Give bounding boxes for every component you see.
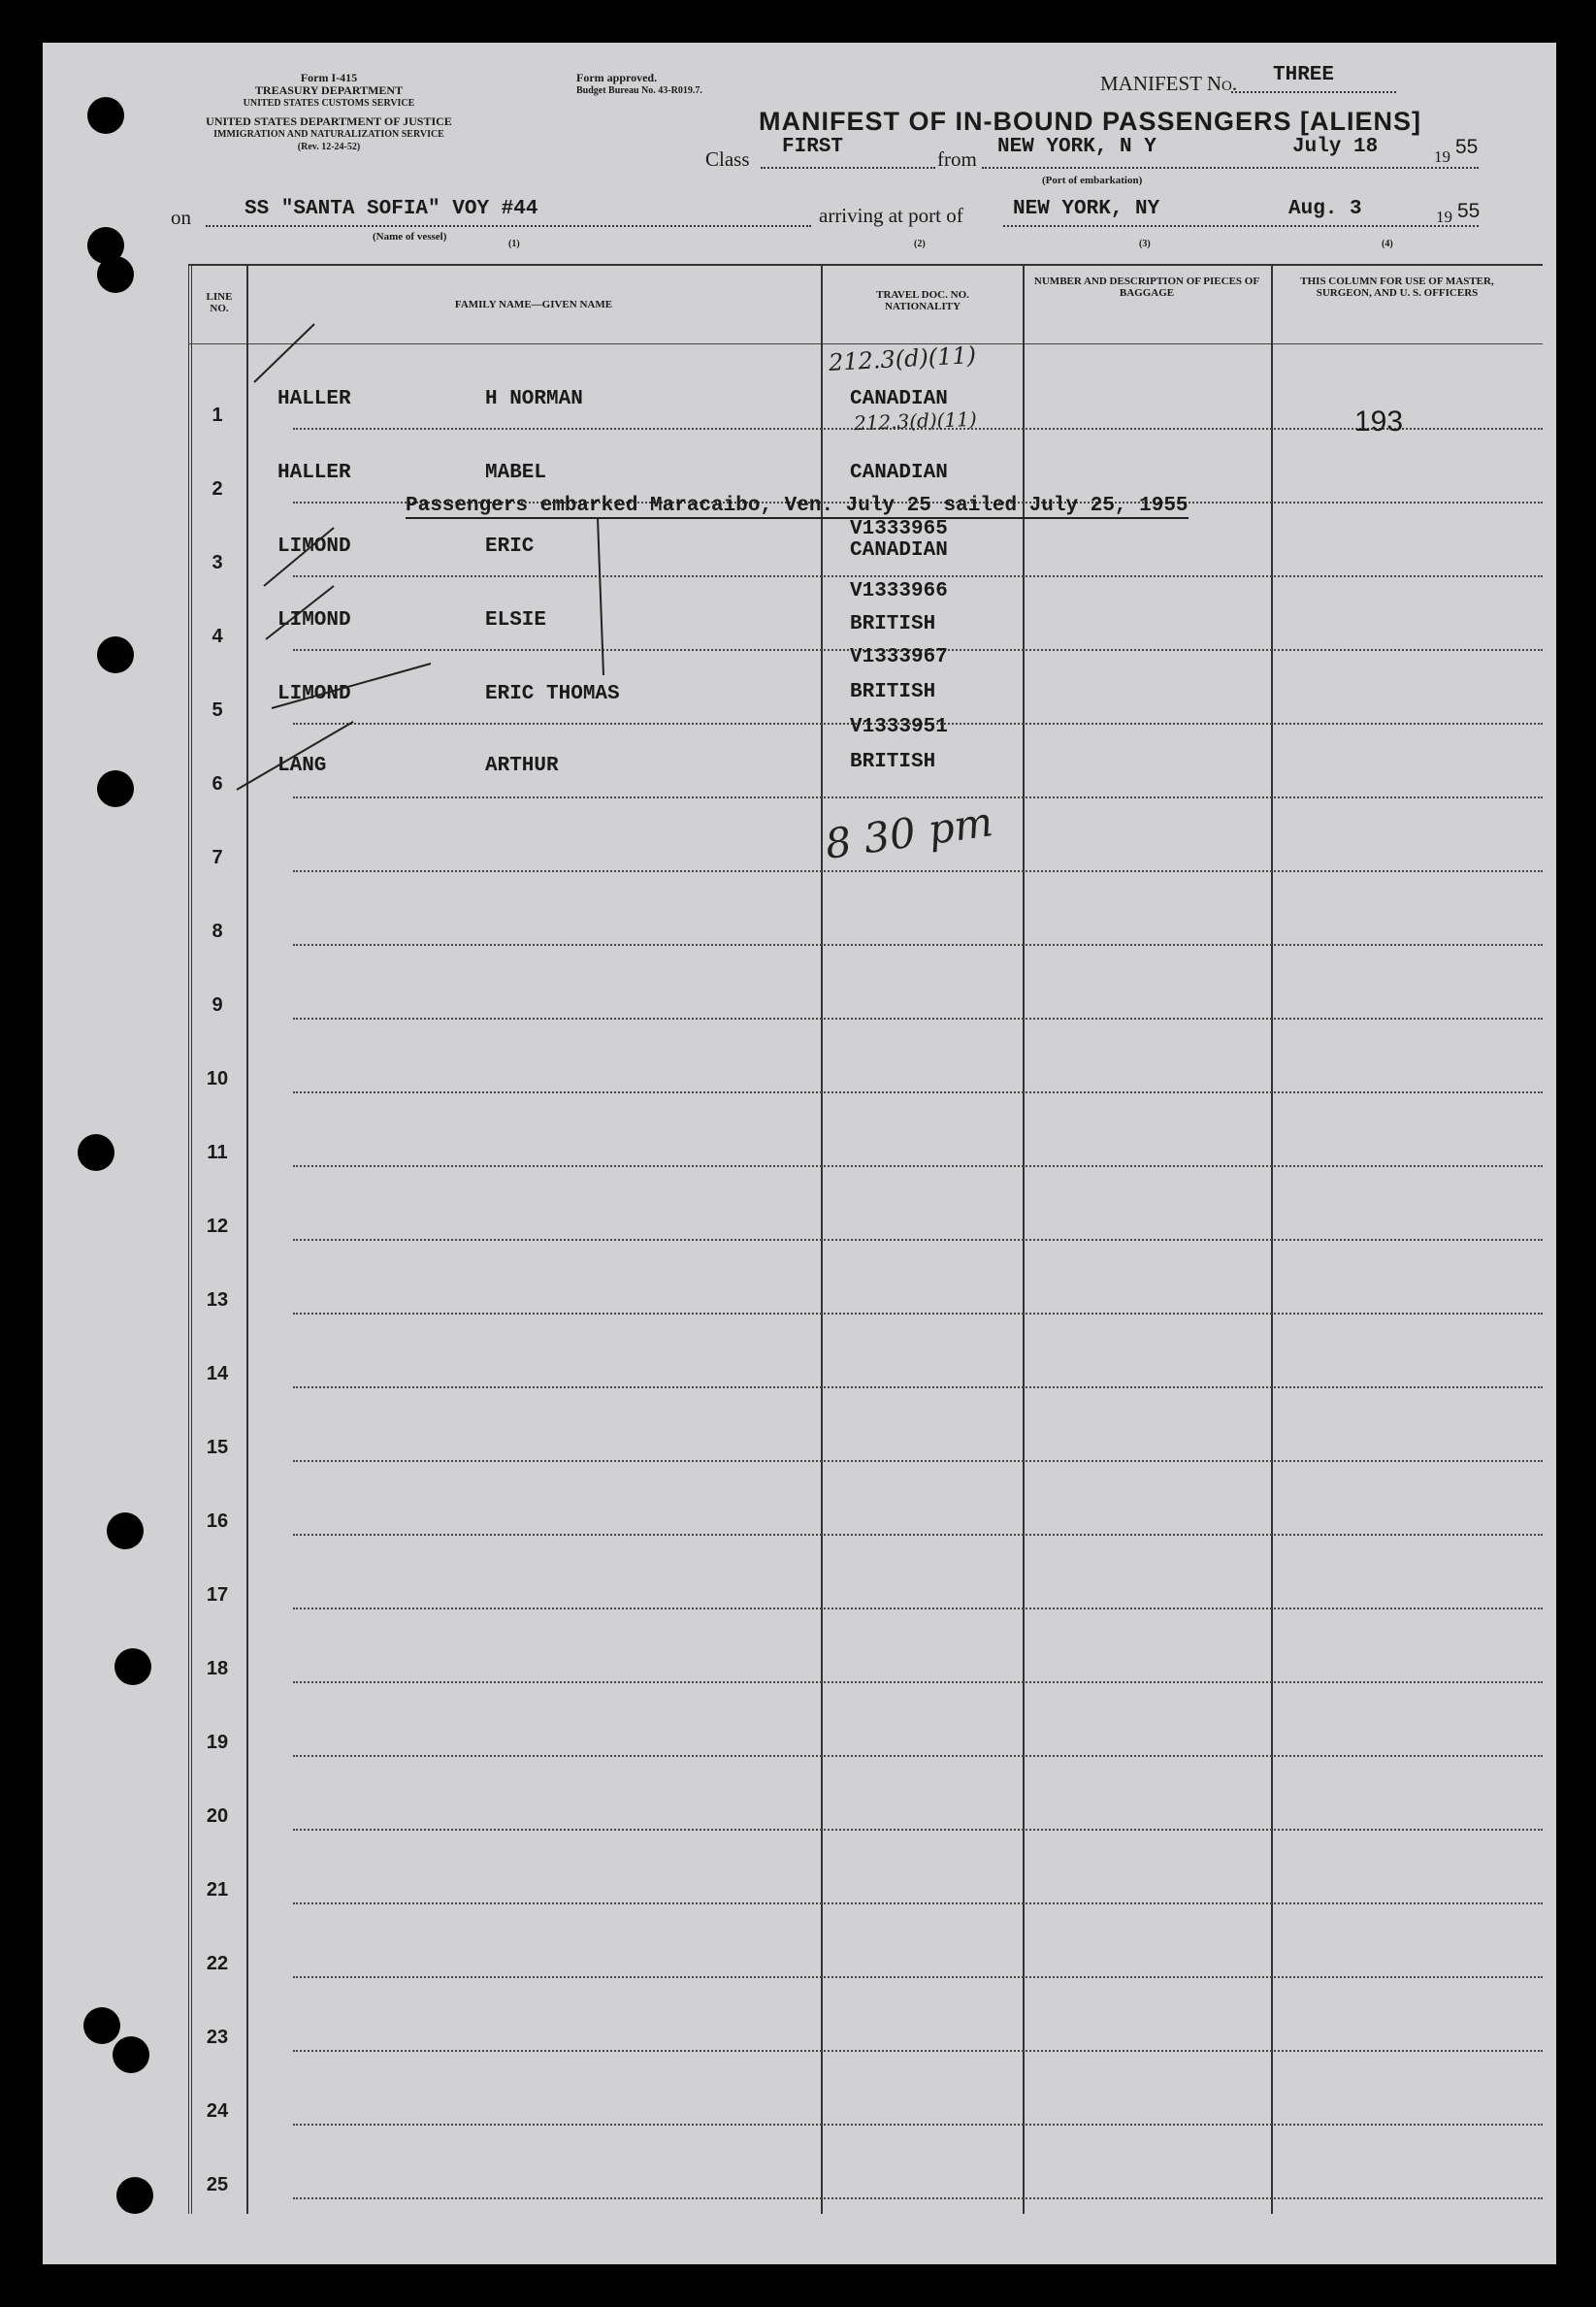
- line-number: 12: [206, 1216, 229, 1237]
- nationality: CANADIAN: [850, 462, 948, 484]
- family-name: LIMOND: [277, 683, 351, 705]
- line-number: 24: [206, 2100, 229, 2122]
- nationality: BRITISH: [850, 751, 936, 773]
- arrival-date: Aug. 3: [1288, 198, 1362, 220]
- class-value: FIRST: [782, 136, 844, 158]
- given-name: MABEL: [485, 462, 547, 484]
- travel-doc-no: V1333967: [850, 646, 948, 668]
- travel-doc-no: V1333951: [850, 716, 948, 738]
- from-label: from: [937, 147, 977, 171]
- line-number: 22: [206, 1953, 229, 1974]
- line-number: 4: [212, 626, 223, 647]
- column-header-name: FAMILY NAME—GIVEN NAME: [454, 299, 613, 310]
- line-number: 5: [212, 699, 223, 721]
- line-number: 11: [207, 1142, 228, 1163]
- family-name: HALLER: [277, 388, 351, 410]
- column-header-baggage: NUMBER AND DESCRIPTION OF PIECES OF BAGGAGE: [1033, 276, 1260, 299]
- family-name: LANG: [277, 755, 327, 777]
- from-port: NEW YORK, N Y: [997, 136, 1156, 158]
- line-number: 10: [206, 1068, 229, 1089]
- family-name: LIMOND: [277, 609, 351, 632]
- vessel-caption: (Name of vessel): [373, 231, 447, 243]
- line-number: 8: [212, 921, 223, 942]
- given-name: ERIC: [485, 536, 535, 558]
- form-identifier: Form I-415 TREASURY DEPARTMENT UNITED STATES CUSTOMS SERVICE UNITED STATES DEPARTMENT OF JUSTICE IMMIGRATION AND NATURALIZATION SERVICE (Rev. 12-24-52): [206, 71, 452, 152]
- given-name: H NORMAN: [485, 388, 583, 410]
- manifest-no-value: THREE: [1273, 64, 1335, 86]
- caption-3: (3): [1139, 239, 1151, 249]
- column-header-travel-doc: TRAVEL DOC. NO. NATIONALITY: [876, 289, 969, 312]
- manifest-no-label: MANIFEST No.: [1100, 72, 1238, 95]
- line-number: 19: [206, 1732, 229, 1753]
- line-number: 16: [206, 1511, 229, 1532]
- caption-1: (1): [508, 239, 520, 249]
- handwritten-code: 212.3(d)(11): [853, 406, 978, 436]
- line-number: 6: [212, 773, 223, 795]
- travel-doc-no: V1333965: [850, 518, 948, 540]
- column-header-line-no: LINE NO.: [206, 291, 233, 314]
- given-name: ERIC THOMAS: [485, 683, 620, 705]
- line-number: 21: [206, 1879, 229, 1901]
- line-number: 3: [212, 552, 223, 573]
- caption-4: (4): [1382, 239, 1393, 249]
- line-number: 1: [212, 405, 223, 426]
- manifest-page: [43, 43, 1556, 2264]
- line-number: 23: [206, 2027, 229, 2048]
- officer-number: 193: [1354, 406, 1404, 438]
- family-name: HALLER: [277, 462, 351, 484]
- vessel-name: SS "SANTA SOFIA" VOY #44: [244, 198, 538, 220]
- year-prefix: 19: [1434, 147, 1450, 166]
- family-name: LIMOND: [277, 536, 351, 558]
- handwritten-time: 8 30 pm: [822, 797, 996, 868]
- form-approval: Form approved. Budget Bureau No. 43-R019.7.: [576, 71, 702, 96]
- line-number: 18: [206, 1658, 229, 1679]
- arriving-label: arriving at port of: [819, 204, 963, 227]
- line-number: 25: [206, 2174, 229, 2195]
- line-number: 14: [206, 1363, 229, 1384]
- line-number: 7: [212, 847, 223, 868]
- line-number: 9: [212, 994, 223, 1016]
- arrival-year-value: 55: [1457, 200, 1481, 222]
- on-label: on: [171, 206, 191, 229]
- given-name: ARTHUR: [485, 755, 559, 777]
- line-number: 17: [206, 1584, 229, 1606]
- pen-check-marks: [43, 43, 1556, 2264]
- line-number: 20: [206, 1805, 229, 1827]
- handwritten-code: 212.3(d)(11): [828, 341, 977, 376]
- arrival-port: NEW YORK, NY: [1013, 198, 1160, 220]
- line-number: 2: [212, 478, 223, 500]
- nationality: CANADIAN: [850, 539, 948, 562]
- line-number: 15: [206, 1437, 229, 1458]
- line-number: 13: [206, 1289, 229, 1311]
- port-caption: (Port of embarkation): [1042, 175, 1143, 186]
- page-title: MANIFEST OF IN-BOUND PASSENGERS [ALIENS]: [759, 107, 1422, 136]
- arrival-year-prefix: 19: [1436, 208, 1452, 226]
- embark-note: Passengers embarked Maracaibo, Ven. July 25 sailed July 25, 1955: [406, 495, 1189, 517]
- nationality: BRITISH: [850, 681, 936, 703]
- travel-doc-no: V1333966: [850, 580, 948, 602]
- given-name: ELSIE: [485, 609, 547, 632]
- nationality: CANADIAN: [850, 388, 948, 410]
- caption-2: (2): [914, 239, 926, 249]
- departure-date: July 18: [1292, 136, 1379, 158]
- class-label: Class: [705, 147, 750, 171]
- column-header-officers: THIS COLUMN FOR USE OF MASTER, SURGEON, AND U. S. OFFICERS: [1300, 276, 1494, 299]
- nationality: BRITISH: [850, 613, 936, 635]
- year-value: 55: [1455, 136, 1479, 158]
